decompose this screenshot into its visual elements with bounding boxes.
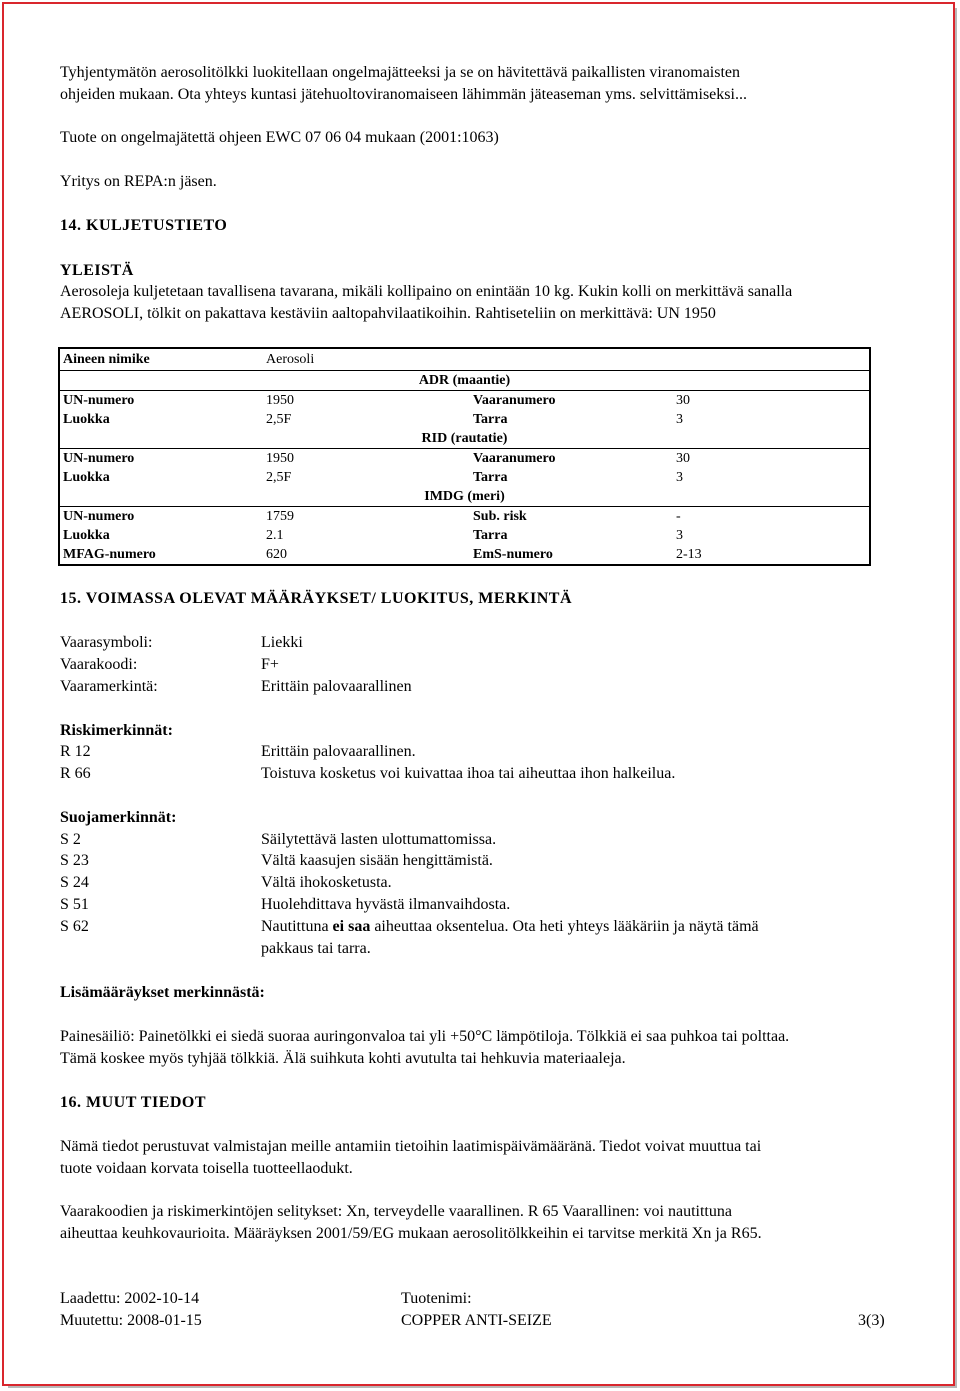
table-row <box>59 507 870 527</box>
substance-label: Aineen nimike <box>59 348 263 371</box>
hazard-symbol-label: Vaarasymboli: <box>60 634 153 651</box>
section-16-p1-line-1: Nämä tiedot perustuvat valmistajan meille antamiin tietoihin laatimispäivämääränä. Tiedot voivat muuttua tai <box>60 1138 762 1155</box>
section-title-rid: RID (rautatie) <box>59 429 870 449</box>
section-14-subheading: YLEISTÄ <box>60 262 134 279</box>
table-row <box>59 545 870 565</box>
intro-line-1: Tyhjentymätön aerosolitölkki luokitellaan ongelmajätteeksi ja se on hävitettävä paikallisten viranomaisten <box>60 64 741 81</box>
table-cell: MFAG-numero <box>63 547 156 562</box>
section-14-heading: 14. KULJETUSTIETO <box>60 217 228 234</box>
table-row <box>59 348 870 371</box>
section-title-adr: ADR (maantie) <box>59 371 870 391</box>
table-cell: 2,5F <box>266 412 292 427</box>
table-row <box>59 410 870 429</box>
safety-text-s23: Vältä kaasujen sisään hengittämistä. <box>261 852 493 869</box>
table-cell: 1950 <box>266 451 294 466</box>
safety-heading: Suojamerkinnät: <box>60 809 177 826</box>
risk-heading: Riskimerkinnät: <box>60 722 173 739</box>
table-cell: 2-13 <box>676 547 702 562</box>
section-16-p1-line-2: tuote voidaan korvata toisella tuotteellaodukt. <box>60 1160 353 1177</box>
hazard-symbol-value: Liekki <box>261 634 303 651</box>
intro-line-2: ohjeiden mukaan. Ota yhteys kuntasi jätehuoltoviranomaiseen lähimmän jäteaseman yms. selvittämiseksi... <box>60 86 747 103</box>
table-cell: UN-numero <box>63 451 135 466</box>
safety-code-s62: S 62 <box>60 918 89 935</box>
risk-text-r12: Erittäin palovaarallinen. <box>261 743 416 760</box>
risk-code-r66: R 66 <box>60 765 91 782</box>
s62-text-bold: ei saa <box>332 918 371 935</box>
safety-text-s62-line-2: pakkaus tai tarra. <box>261 940 371 957</box>
hazard-marking-label: Vaaramerkintä: <box>60 678 158 695</box>
risk-code-r12: R 12 <box>60 743 91 760</box>
ewc-text: Tuote on ongelmajätettä ohjeen EWC 07 06 04 mukaan (2001:1063) <box>60 129 499 146</box>
section-16-heading: 16. MUUT TIEDOT <box>60 1094 207 1111</box>
safety-text-s2: Säilytettävä lasten ulottumattomissa. <box>261 831 497 848</box>
table-cell: 30 <box>676 451 690 466</box>
table-cell: 620 <box>266 547 287 562</box>
table-cell: EmS-numero <box>473 547 553 562</box>
extra-line-2: Tämä koskee myös tyhjää tölkkiä. Älä suihkuta kohti avutulta tai hehkuvia materiaaleja. <box>60 1050 626 1067</box>
safety-code-s2: S 2 <box>60 831 81 848</box>
table-cell: Luokka <box>63 412 110 427</box>
table-row <box>59 526 870 545</box>
table-cell: UN-numero <box>63 393 135 408</box>
table-cell: 3 <box>676 412 683 427</box>
footer-page-number: 3(3) <box>858 1312 885 1329</box>
table-cell: Sub. risk <box>473 509 527 524</box>
table-cell: Luokka <box>63 470 110 485</box>
table-cell: Tarra <box>473 412 508 427</box>
safety-code-s23: S 23 <box>60 852 89 869</box>
section-title-imdg: IMDG (meri) <box>59 487 870 507</box>
footer-product-label: Tuotenimi: <box>401 1290 472 1307</box>
table-cell: 30 <box>676 393 690 408</box>
section-16-p2-line-2: aiheuttaa keuhkovaurioita. Määräyksen 2001/59/EG mukaan aerosolitölkkeihin ei tarvitse merkitä Xn ja R65. <box>60 1225 762 1242</box>
table-section-row <box>59 371 870 391</box>
hazard-marking-value: Erittäin palovaarallinen <box>261 678 412 695</box>
table-row <box>59 468 870 487</box>
section-14-line-1: Aerosoleja kuljetetaan tavallisena tavarana, mikäli kollipaino on enintään 10 kg. Kukin kolli on merkittävä sanalla <box>60 283 793 300</box>
table-cell: Vaaranumero <box>473 393 556 408</box>
extra-line-1: Painesäiliö: Painetölkki ei siedä suoraa auringonvaloa tai yli +50°C lämpötiloja. Tölkkiä ei saa puhkoa tai polttaa. <box>60 1028 790 1045</box>
safety-code-s24: S 24 <box>60 874 89 891</box>
safety-code-s51: S 51 <box>60 896 89 913</box>
hazard-code-value: F+ <box>261 656 279 673</box>
table-cell: Luokka <box>63 528 110 543</box>
s62-text-post: aiheuttaa oksentelua. Ota heti yhteys lääkäriin ja näytä tämä <box>370 918 759 935</box>
table-row <box>59 391 870 411</box>
footer-modified: Muutettu: 2008-01-15 <box>60 1312 202 1329</box>
table-row <box>59 449 870 469</box>
s62-text-pre: Nautittuna <box>261 918 333 935</box>
safety-text-s62 <box>261 916 759 938</box>
risk-text-r66: Toistuva kosketus voi kuivattaa ihoa tai aiheuttaa ihon halkeilua. <box>261 765 676 782</box>
table-cell: Tarra <box>473 528 508 543</box>
section-16-p2-line-1: Vaarakoodien ja riskimerkintöjen selitykset: Xn, terveydelle vaarallinen. R 65 Vaarallinen: voi nautittuna <box>60 1203 732 1220</box>
section-14-line-2: AEROSOLI, tölkit on pakattava kestäviin aaltopahvilaatikoihin. Rahtiseteliin on merkittävä: UN 1950 <box>60 305 716 322</box>
repa-text: Yritys on REPA:n jäsen. <box>60 173 217 190</box>
table-section-row <box>59 487 870 507</box>
hazard-code-label: Vaarakoodi: <box>60 656 138 673</box>
extra-heading: Lisämääräykset merkinnästä: <box>60 984 265 1001</box>
safety-text-s51: Huolehdittava hyvästä ilmanvaihdosta. <box>261 896 511 913</box>
table-cell: 2.1 <box>266 528 284 543</box>
safety-text-s24: Vältä ihokosketusta. <box>261 874 392 891</box>
table-cell: Vaaranumero <box>473 451 556 466</box>
table-cell: 1950 <box>266 393 294 408</box>
table-cell: Tarra <box>473 470 508 485</box>
footer-product-name: COPPER ANTI-SEIZE <box>401 1312 552 1329</box>
table-cell: 3 <box>676 470 683 485</box>
table-cell: 1759 <box>266 509 294 524</box>
table-cell: UN-numero <box>63 509 135 524</box>
substance-value: Aerosoli <box>263 348 870 371</box>
section-15-heading: 15. VOIMASSA OLEVAT MÄÄRÄYKSET/ LUOKITUS, MERKINTÄ <box>60 590 573 607</box>
footer-created: Laadettu: 2002-10-14 <box>60 1290 200 1307</box>
transport-table <box>58 347 871 566</box>
table-cell: 3 <box>676 528 683 543</box>
table-section-row <box>59 429 870 449</box>
table-cell: - <box>676 509 681 524</box>
table-cell: 2,5F <box>266 470 292 485</box>
